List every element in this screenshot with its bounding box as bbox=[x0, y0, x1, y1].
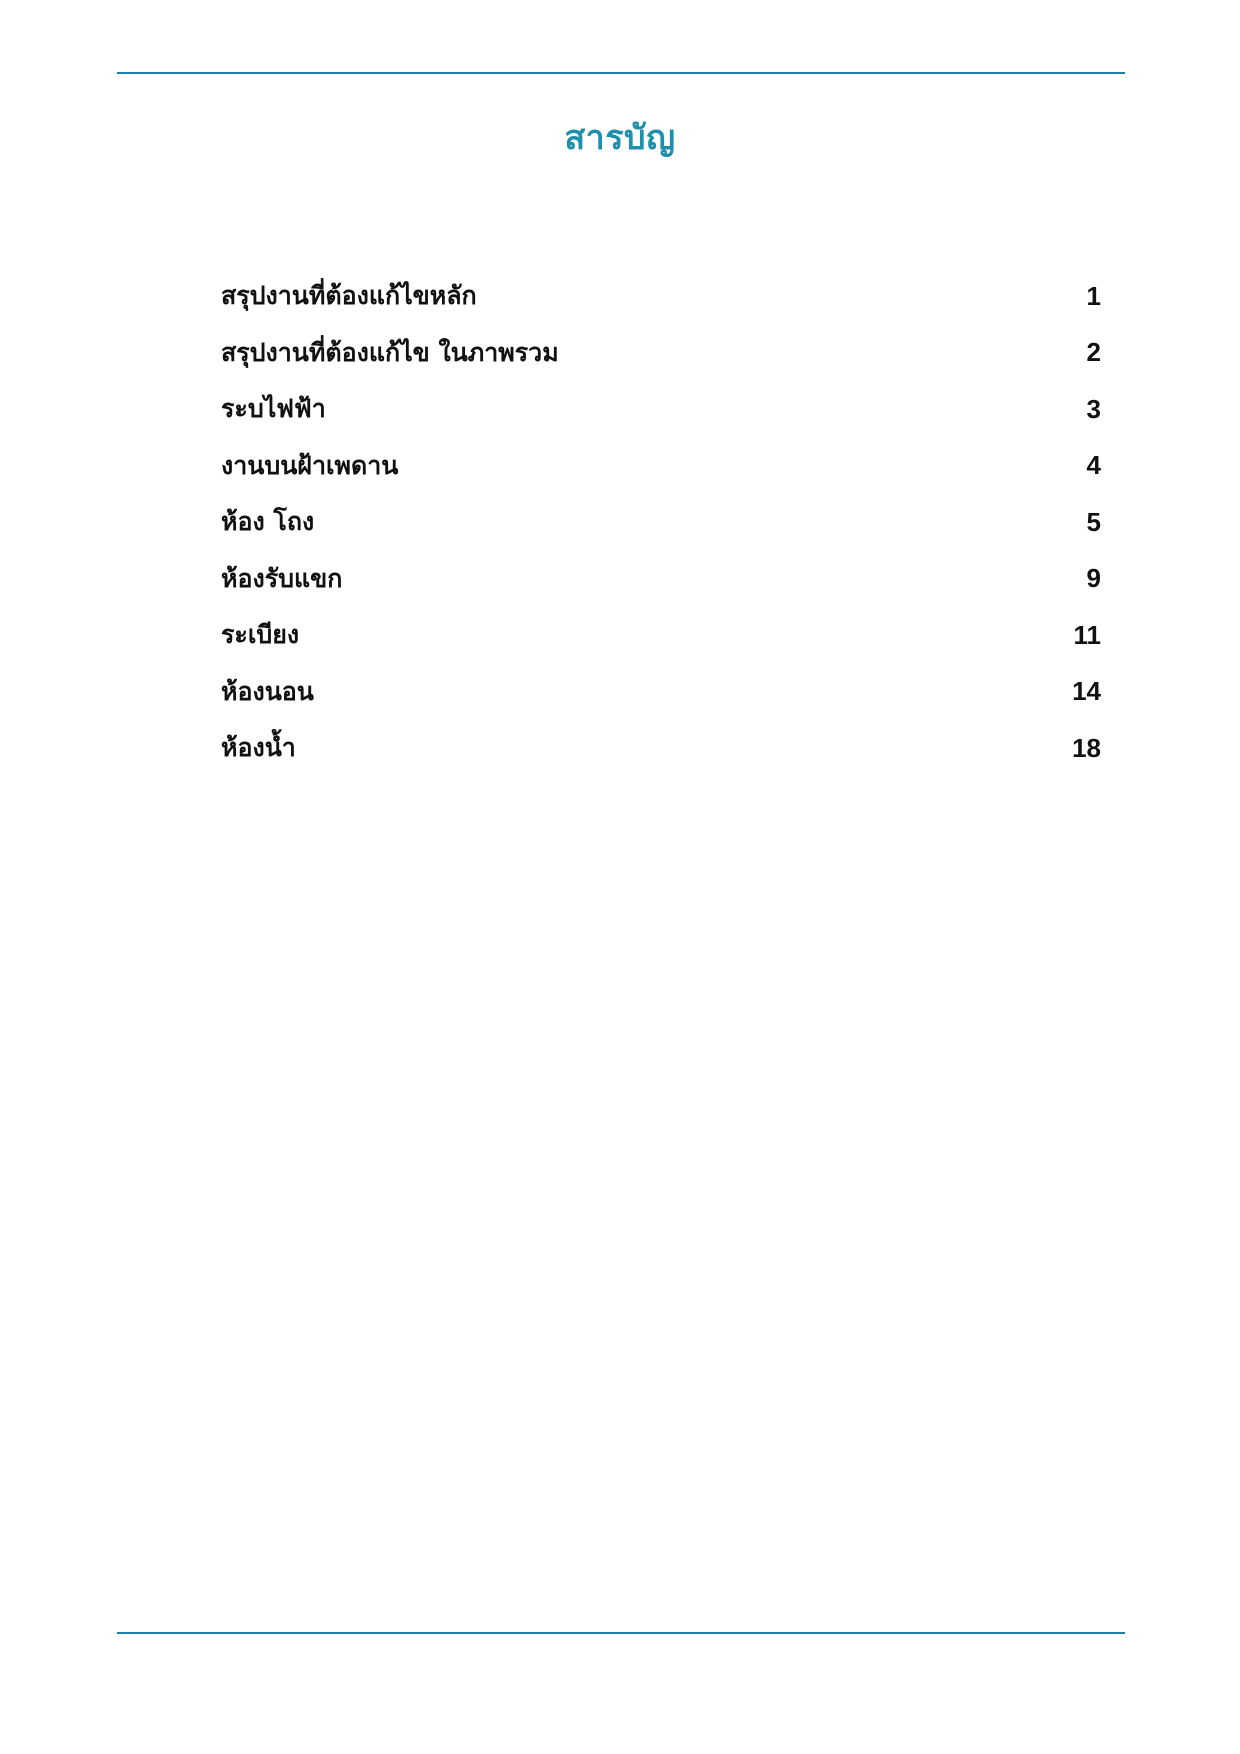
toc-entry-page: 4 bbox=[1086, 450, 1101, 481]
toc-entry[interactable] bbox=[221, 268, 1101, 325]
toc-entry-page: 1 bbox=[1086, 280, 1101, 311]
toc-entry-page: 9 bbox=[1086, 563, 1101, 594]
toc-entry-page: 5 bbox=[1086, 506, 1101, 537]
toc-entry[interactable] bbox=[221, 607, 1101, 664]
toc-entry-label[interactable]: ระเบียง bbox=[221, 620, 300, 650]
footer-rule bbox=[117, 1632, 1125, 1634]
page-title: สารบัญ bbox=[564, 118, 676, 158]
table-of-contents bbox=[221, 268, 1101, 777]
toc-entry-label[interactable]: ห้อง โถง bbox=[221, 507, 315, 537]
header-rule bbox=[117, 72, 1125, 74]
toc-entry-label[interactable]: ระบไฟฟ้า bbox=[221, 394, 326, 424]
toc-entry[interactable] bbox=[221, 381, 1101, 438]
toc-entry-label[interactable]: สรุปงานที่ต้องแก้ไข ในภาพรวม bbox=[221, 337, 559, 367]
toc-entry-label[interactable]: ห้องรับแขก bbox=[221, 563, 343, 593]
toc-entry-page: 18 bbox=[1072, 732, 1101, 763]
toc-entry-label[interactable]: งานบนฝ้าเพดาน bbox=[221, 450, 399, 480]
toc-entry-label[interactable]: ห้องนอน bbox=[221, 676, 314, 706]
toc-entry-page: 11 bbox=[1073, 619, 1101, 650]
toc-entry[interactable] bbox=[221, 494, 1101, 551]
toc-entry[interactable] bbox=[221, 438, 1101, 495]
toc-entry-page: 14 bbox=[1072, 676, 1101, 707]
toc-entry-page: 2 bbox=[1086, 337, 1101, 368]
toc-entry[interactable] bbox=[221, 720, 1101, 777]
toc-entry[interactable] bbox=[221, 325, 1101, 382]
toc-entry[interactable] bbox=[221, 551, 1101, 608]
toc-entry-page: 3 bbox=[1086, 393, 1101, 424]
toc-entry[interactable] bbox=[221, 664, 1101, 721]
toc-entry-label[interactable]: ห้องน้ำ bbox=[221, 733, 296, 763]
toc-entry-label[interactable]: สรุปงานที่ต้องแก้ไขหลัก bbox=[221, 281, 477, 311]
